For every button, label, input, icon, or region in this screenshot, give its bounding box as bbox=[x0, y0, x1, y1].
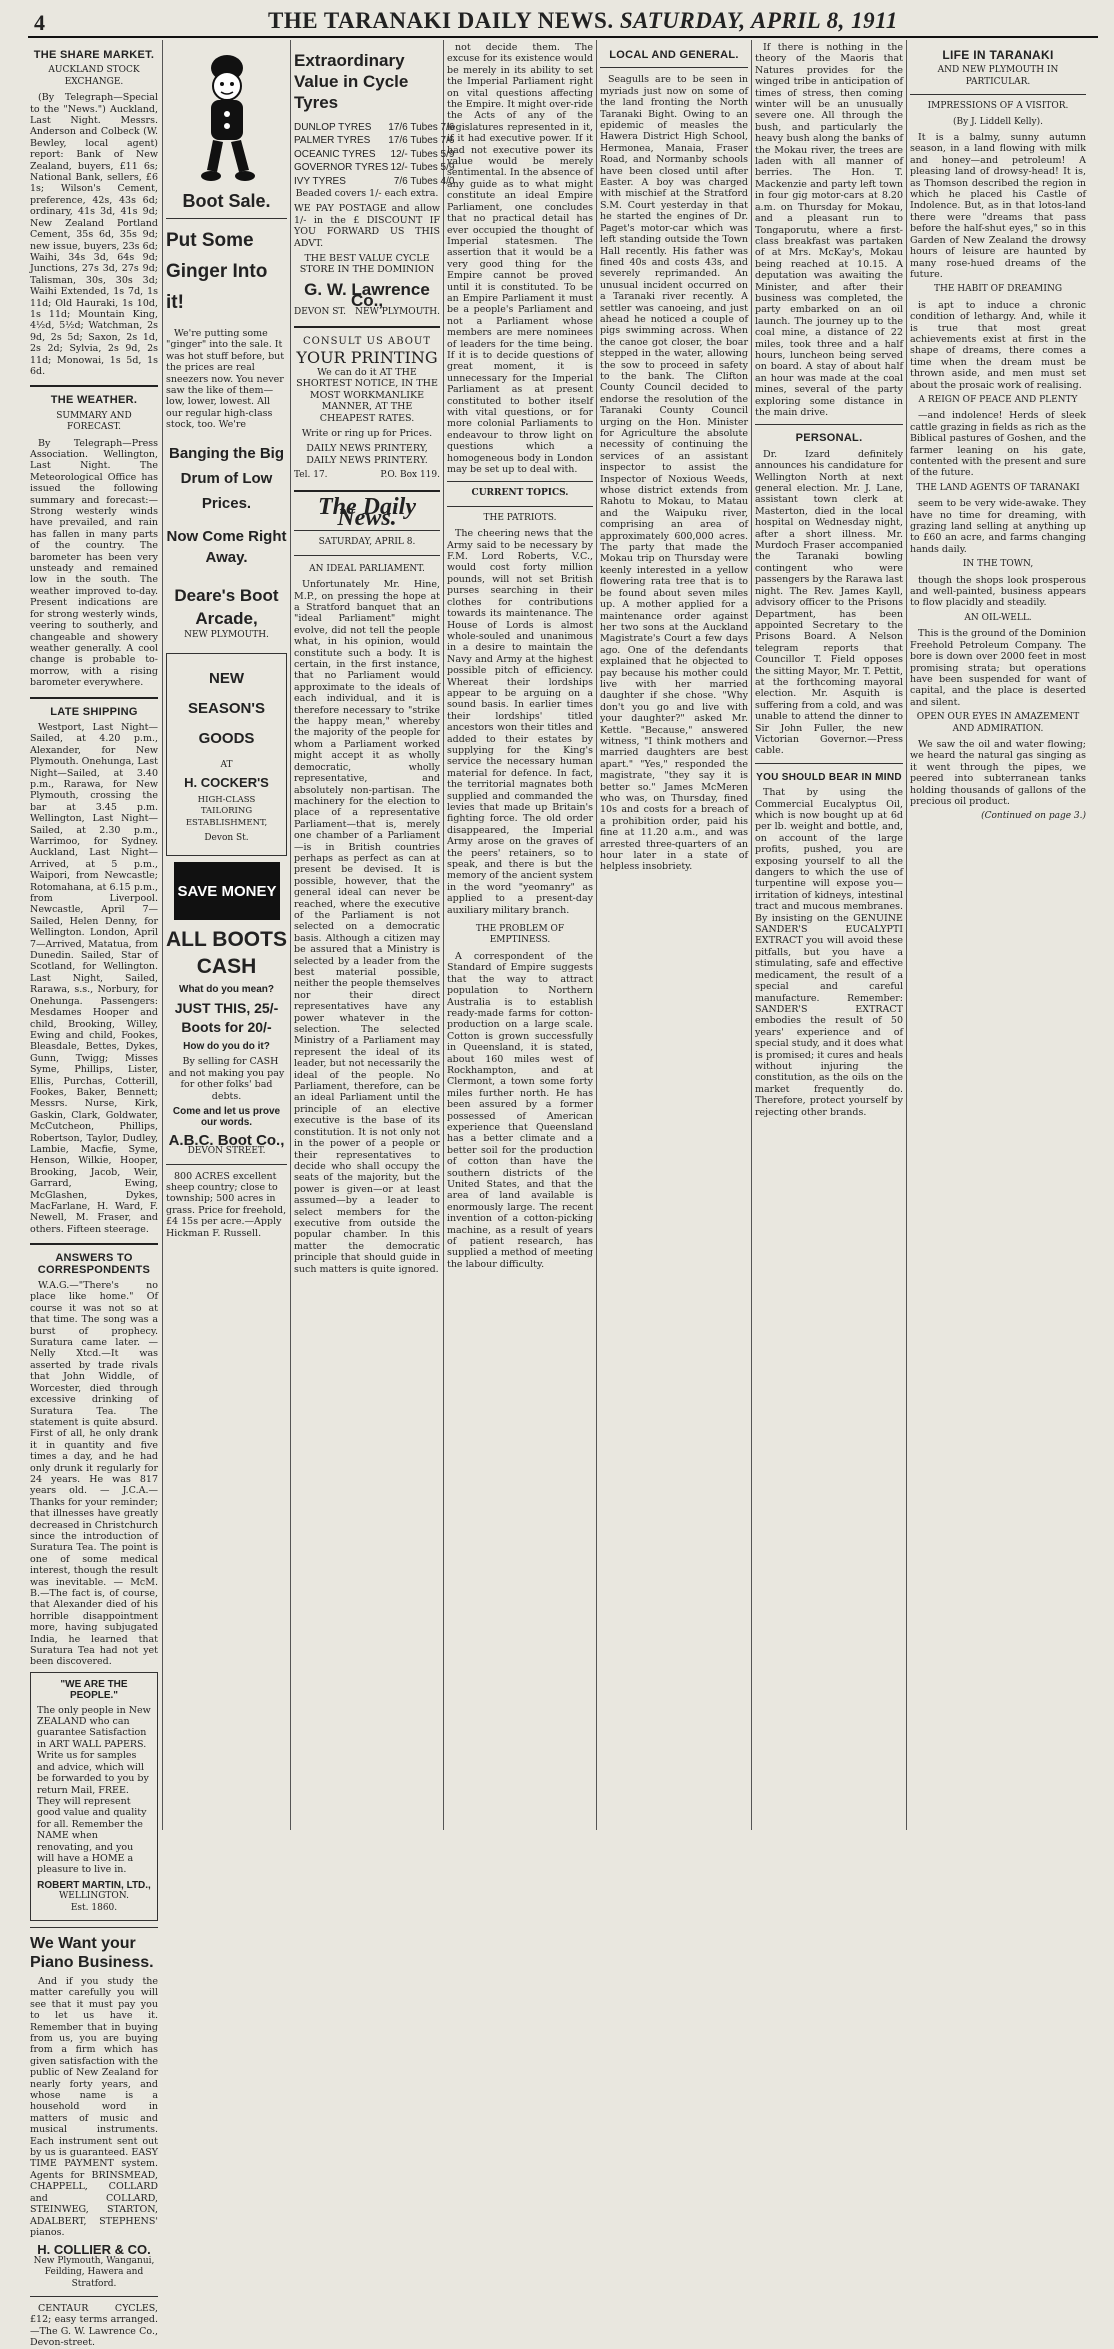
your-printing: YOUR PRINTING bbox=[296, 347, 438, 367]
byline: (By J. Liddell Kelly). bbox=[952, 116, 1044, 127]
local-general-text: Seagulls are to be seen in myriads just now on some of the land fronting the North Taranaki Bight. Owing to an epidemic of measles the Hawera District High School, Hermonea, Manaia, Fraser Road, and Normanby schools have been closed until after Easter. A boy was charged with mischief at the Stratford S.M. Court yesterday in that he started the engines of Dr. Paget's motor-car which was left standing outside the Town Hall recently. His father was fined 40s and costs 43s, and severely reprimanded. An unusual incident occurred on a Taranaki river recently. A settler was canoeing, and just ahead he noticed a couple of pigs swimming across. When the canoe got closer, the boar stepped in the water, allowing the sow to proceed in safety to the bank. The Clifton County Council decided to endorse the resolution of the Taranaki County Council urging on the Hon. Minister for Agriculture the absolute necessity of continuing the services of an assistant inspector to assist the Inspector of Noxious Weeds, whose district extends from Rahotu to Mokau, to Matau and the Waipuku river, comprising an area of approximately 600,000 acres. The party that made the Mokau trip on Thursday were keenly interested in a yellow flowering rata tree that is to be found about seven miles up. A mother applied for a maintenance order against her two sons at the Auckland Magistrate's Court a few days ago. One of the defendants explained that he objected to pay because his mother could live with her married daughter if she chose. "Why don't you go and live with your daughter?" asked Mr. Kettle. "Because," answered witness, "I think mothers and married daughters are best apart." "Yes," responded the magistrate, "they say it is better so." James McMeren who was, on Thursday, fined 10s and costs for a breach of a prohibition order, paid his fine at 11.20 a.m., and was arrested three-quarters of an hour later in a state of helpless insobriety. bbox=[600, 74, 748, 873]
weather-subheading: SUMMARY AND FORECAST. bbox=[56, 410, 132, 433]
column-5 bbox=[600, 42, 748, 1830]
robert-martin-firm: ROBERT MARTIN, LTD., bbox=[37, 1879, 151, 1891]
tyre-name: GOVERNOR TYRES bbox=[294, 162, 389, 174]
tyres-postage: WE PAY POSTAGE and allow 1/- in the £ DISCOUNT IF YOU FORWARD US THIS ADVT. bbox=[294, 203, 440, 249]
piano-text: And if you study the matter carefully you will see that it must pay you to let us have it. Remember that in buying from us, you are buying from a firm which has given satisfaction with the public of New Zealand for nearly forty years, and whose name is a household word in matters of music and musical instruments. Each instrument sent out by us is guaranteed. EASY TIME PAYMENT system. Agents for BRINSMEAD, CHAPPELL, COLLARD and COLLARD, STEINWEG, STARTON, ADALBERT, STEPHENS' pianos. bbox=[30, 1975, 158, 2238]
masthead-paper-name: THE TARANAKI DAILY NEWS. bbox=[268, 8, 614, 33]
divider bbox=[447, 506, 593, 507]
masthead-rule bbox=[28, 36, 1098, 38]
put-ginger-heading: Put Some Ginger Into it! bbox=[166, 230, 268, 313]
cocker-name: H. COCKER'S bbox=[184, 775, 269, 791]
save-money-stamp bbox=[172, 860, 282, 922]
cocker-street: Devon St. bbox=[204, 833, 249, 844]
divider bbox=[755, 424, 903, 425]
lawrence-street: DEVON ST. bbox=[294, 306, 346, 317]
column-divider bbox=[751, 40, 752, 1830]
acres-notice: 800 ACRES excellent sheep country; close to township; 500 acres in grass. Price for freehold, £4 15s per acre.—Apply Hickman F. Russell. bbox=[166, 1170, 287, 1239]
boy-mascot-illustration bbox=[187, 46, 267, 186]
share-market-heading: THE SHARE MARKET. bbox=[33, 49, 155, 61]
column-divider bbox=[290, 40, 291, 1830]
editorial-date: SATURDAY, APRIL 8. bbox=[318, 537, 416, 548]
divider bbox=[600, 67, 748, 68]
weather-text: By Telegraph—Press Association. Wellington, Last Night. The Meteorological Office has issued the following summary and forecast:—Strong westerly winds have prevailed, and rain has fallen in many parts of the country. The barometer has been very unsteady and remained low in the south. The weather improved to-day. Present indications are for strong westerly winds, veering to southerly, and changeable and showery weather generally. A cool change is probable to-morrow, with a rising barometer everywhere. bbox=[30, 437, 158, 689]
column-2 bbox=[166, 42, 287, 1830]
amazement-text: We saw the oil and water flowing; we heard the natural gas singing as it went through the pipes, we peered into subterranean tanks holding thousands of gallons of the precious oil product. bbox=[910, 738, 1086, 807]
ideal-parliament-text: Unfortunately Mr. Hine, M.P., on pressing the hope at a Stratford banquet that an "ideal Parliament" might evolve, did not tell the people what, in his opinion, would constitute such a body. It is certain, in the first instance, that no Parliament would approximate to the ideals of each individual, and it is therefore necessary to "strike the happy mean," whereby the majority of the people for whom a Parliament worked might accept it as wholly democratic, wholly representative, and absolutely non-partisan. The machinery for the election to place of a representative Parliament—that is, merely one chamber of a Parliament—is in British countries perhaps as perfect as can at present be devised. It is possible, however, that the general ideal can never be reached, where the executive of the Parliament is not selected on a democratic basis. Although a citizen may be assured that a Ministry is selected by a leader from the best material possible, neither the people themselves nor their direct representatives have any power whatever in the selection. The selected Ministry of a Parliament may represent the ideal of its leader, but not necessarily the ideal of the people. No Parliament, therefore, can be an ideal Parliament until the principle of an elective executive is the base of its constitution. It is not only not in the power of a people or their representatives to decide who shall occupy the seats of the majority, but the power is given—or at least assumed—by a leader to select members for the executive from outside the popular chamber. In this matter the democratic principle that should guide in such matters is quite ignored. bbox=[294, 579, 440, 1275]
life-text: It is a balmy, sunny autumn season, in a land flowing with milk and honey—and petroleum! A pleasing land of drowsy-head! It is, as Thomson described the region in which he placed his Castle of Indolence. But, as in that lotos-land there were "dreams that pass before the half-shut eyes," so in this Garden of New Zealand the drowsy hours of leisure are haunted by many rose-hued dreams of the future. bbox=[910, 132, 1086, 280]
divider bbox=[30, 697, 158, 699]
lawrence-address bbox=[294, 307, 440, 318]
personal-heading: PERSONAL. bbox=[795, 432, 863, 445]
ginger-text: We're putting some "ginger" into the sale. It was hot stuff before, but the prices are real sneezers now. You never saw the like of them—low, lower, lowest. All our regular high-class stock, too. We're bbox=[166, 328, 285, 431]
tyres-note: Beaded covers 1/- each extra. bbox=[295, 188, 439, 200]
divider bbox=[294, 490, 440, 492]
how-question: How do you do it? bbox=[183, 1040, 270, 1052]
editorial-masthead: The Daily News. bbox=[318, 493, 416, 531]
lawrence-name: G. W. Lawrence Co., bbox=[304, 279, 430, 311]
column-divider bbox=[596, 40, 597, 1830]
tyre-row bbox=[294, 148, 454, 161]
tyre-price: 7/6 Tubes 4/0 bbox=[393, 175, 455, 187]
tyres-store: THE BEST VALUE CYCLE STORE IN THE DOMINION bbox=[299, 253, 435, 276]
patriots-heading: THE PATRIOTS. bbox=[483, 512, 557, 523]
column-3 bbox=[294, 42, 455, 1830]
reign-text: —and indolence! Herds of sleek cattle grazing in fields as rich as the Biblical pastures of Goshen, and the farmer leaning on his gate, contented with the present and sure of the future. bbox=[910, 410, 1086, 479]
tyre-price: 17/6 Tubes 7/6 bbox=[388, 135, 455, 147]
in-town-text: though the shops look prosperous and well-painted, business appears to flow placidly and steadily. bbox=[910, 574, 1086, 609]
deare-town: NEW PLYMOUTH. bbox=[184, 629, 269, 640]
robert-martin-est: Est. 1860. bbox=[70, 1902, 118, 1913]
prove-words: Come and let us prove our words. bbox=[172, 1105, 281, 1129]
divider bbox=[294, 326, 440, 328]
personal-text: Dr. Izard definitely announces his candidature for Wellington North at next general election. Mr. J. Lane, assistant town clerk at Masterton, died in the local hospital on Wednesday night, after a short illness. Mr. Murdoch Fraser accompanied the Taranaki bowling contingent who were passengers by the Rarawa last night. The Rev. James Kayll, advisory officer to the Prisons Department, has been appointed Secretary to the Prisons Board. A Nelson telegram reports that Councillor T. Field opposes the sitting Mayor, Mr. T. Pettit, at the forthcoming mayoral election. Mr. Asquith is suffering from a cold, and was unable to attend the dinner to Sir John Fuller, the new Victorian Governor.—Press cable. bbox=[755, 448, 903, 757]
divider bbox=[166, 1164, 287, 1165]
emptiness-heading: THE PROBLEM OF EMPTINESS. bbox=[475, 924, 565, 946]
current-topics-heading: CURRENT TOPICS. bbox=[471, 488, 569, 499]
save-money-text: SAVE MONEY bbox=[177, 882, 276, 900]
column-6 bbox=[755, 42, 903, 1830]
tyre-row bbox=[294, 161, 454, 174]
local-general-heading: LOCAL AND GENERAL. bbox=[609, 49, 739, 61]
page-number: 4 bbox=[34, 10, 45, 35]
people-heading: "WE ARE THE PEOPLE." bbox=[60, 1678, 128, 1702]
printery-tel: Tel. 17. bbox=[294, 470, 328, 481]
ideal-parliament-heading: AN IDEAL PARLIAMENT. bbox=[309, 563, 425, 574]
oil-well-text: This is the ground of the Dominion Freehold Petroleum Company. The bore is down over 2000 feet in most promising strata; but operations have been suspended for want of capital, and the place is deserted and silent. bbox=[910, 628, 1086, 708]
bear-in-mind-heading: YOU SHOULD BEAR IN MIND bbox=[756, 771, 902, 783]
divider bbox=[447, 481, 593, 482]
divider bbox=[30, 385, 158, 387]
abc-boot-co: A.B.C. Boot Co., bbox=[168, 1131, 285, 1149]
consult-us: CONSULT US ABOUT bbox=[302, 336, 432, 348]
tyre-name: DUNLOP TYRES bbox=[294, 122, 372, 133]
dreaming-heading: THE HABIT OF DREAMING bbox=[933, 284, 1063, 295]
collier-firm: H. COLLIER & CO. bbox=[37, 2242, 151, 2258]
boots-offer: JUST THIS, 25/- Boots for 20/- bbox=[174, 999, 279, 1035]
divider bbox=[30, 1927, 158, 1928]
tyre-row bbox=[294, 175, 454, 188]
masthead-date: SATURDAY, APRIL 8, 1911 bbox=[619, 8, 898, 33]
banging-drum-heading: Banging the Big Drum of Low Prices. bbox=[169, 444, 284, 512]
wallpaper-advert bbox=[30, 1672, 158, 1921]
piano-heading: We Want your Piano Business. bbox=[30, 1934, 154, 1971]
column-7 bbox=[910, 42, 1086, 1830]
abc-street: DEVON STREET. bbox=[187, 1146, 266, 1157]
column-divider bbox=[443, 40, 444, 1830]
reign-heading: A REIGN OF PEACE AND PLENTY bbox=[918, 394, 1078, 405]
centaur-cycles-notice: CENTAUR CYCLES, £12; easy terms arranged.—The G. W. Lawrence Co., Devon-street. bbox=[30, 2302, 158, 2349]
new-season-heading: NEW SEASON'S GOODS bbox=[188, 670, 265, 748]
tyre-name: PALMER TYRES bbox=[294, 135, 371, 147]
cocker-tagline: HIGH-CLASS TAILORING ESTABLISHMENT, bbox=[185, 794, 268, 828]
masthead-title bbox=[268, 8, 898, 34]
patriots-text: The cheering news that the Army said to be necessary by F.M. Lord Roberts, V.C., would cost forty million pounds, will not set British purses searching in their clothes for contributions towards its maintenance. The House of Lords is almost whole-souled and unanimous in a desire to maintain the Navy and Army at the highest possible pitch of efficiency. Whereat their lordships appear to be arguing on a sound basis. In earlier times their lordships' titled ancestors won their titles and added to their estates by supplying for the King's service the necessary human material for defence. In fact, the territorial magnates both supplied and commanded the levies that made up Britain's fighting force. The old order disappeared, the Imperial Army arose on the graves of the peers' retainers, so to speak, and there is but the memory of the ancient system in the word "yeomanry" as applied to a present-day auxiliary military branch. bbox=[447, 528, 593, 916]
boot-sale-heading: Boot Sale. bbox=[182, 191, 271, 211]
printing-text: We can do it AT THE SHORTEST NOTICE, IN THE MOST WORKMANLIKE MANNER, AT THE CHEAPEST RATES. bbox=[296, 366, 438, 424]
deare-boot-arcade: Deare's Boot Arcade, bbox=[174, 585, 279, 628]
life-taranaki-subheading: AND NEW PLYMOUTH IN PARTICULAR. bbox=[937, 65, 1059, 87]
tyre-name: OCEANIC TYRES bbox=[294, 148, 376, 160]
amazement-heading: OPEN OUR EYES IN AMAZEMENT AND ADMIRATION. bbox=[916, 712, 1080, 734]
divider bbox=[30, 2296, 158, 2297]
tyre-name: IVY TYRES bbox=[294, 175, 346, 187]
tyre-row bbox=[294, 121, 454, 134]
what-mean: What do you mean? bbox=[179, 983, 274, 995]
robert-martin-town: WELLINGTON. bbox=[59, 1891, 129, 1902]
share-market-subheading: AUCKLAND STOCK EXCHANGE. bbox=[48, 65, 140, 87]
column-divider bbox=[906, 40, 907, 1830]
divider bbox=[294, 555, 440, 556]
divider bbox=[910, 94, 1086, 95]
all-boots-cash: ALL BOOTS CASH bbox=[166, 927, 287, 978]
tyre-price: 17/6 Tubes 7/6 bbox=[388, 122, 455, 133]
tyres-heading: Extraordinary Value in Cycle Tyres bbox=[294, 51, 409, 112]
printery-contact bbox=[294, 470, 440, 481]
dreaming-text: is apt to induce a chronic condition of lethargy. And, while it is true that most great achievements exist at first in the shape of dreams, there comes a time when the dream must be thrown aside, and men must set about the prosaic work of realising. bbox=[910, 299, 1086, 391]
cash-text: By selling for CASH and not making you pay for other folks' bad debts. bbox=[168, 1056, 285, 1102]
answers-text: W.A.G.—"There's no place like home." Of course it was not so at that time. The song was a burst of prophecy. Suratura came later. — Nelly Xtcd.—It was asserted by trade rivals that John Widdle, of Worcester, died through excessive drinking of Suratura Tea. The statement is quite absurd. First of all, he only drank it in quantity and five times a day, and he had only drunk it regularly for 24 years. He was 817 years old. — J.C.A.—Thanks for your reminder; that illnesses have greatly decreased in Christchurch since the introduction of Suratura Tea. The point is one of some medical interest, though the result was inevitable. — McM. B.—The fact is, of course, that Alexander died of his horrible disappointment more, having subjugated India, he learned that Suratura Tea had not yet been discovered. bbox=[30, 1280, 158, 1668]
emptiness-text: A correspondent of the Standard of Empire suggests that the way to attract population to Northern Australia is to establish ready-made farms for cotton-production on a large scale. Cotton is grown successfully in Queensland, it is stated, about 160 miles west of Rockhampton, and at Clermont, a town some forty miles further north. He has been assured by a former possessed of American experience that Queensland has a better climate and a better soil for the production of cotton than have the southern districts of the United States, and that the area of land available is enormously large. The recent invention of a cotton-picking machine, as a result of years of patient research, has supplied a method of meeting the labour difficulty. bbox=[447, 950, 593, 1270]
printery-name: DAILY NEWS PRINTERY, DAILY NEWS PRINTERY. bbox=[306, 443, 428, 466]
land-agents-heading: THE LAND AGENTS OF TARANAKI bbox=[916, 482, 1080, 493]
continued-note: (Continued on page 3.) bbox=[981, 811, 1086, 822]
masthead bbox=[28, 8, 1098, 34]
impressions-heading: IMPRESSIONS OF A VISITOR. bbox=[927, 101, 1069, 112]
tyres-price-list bbox=[294, 121, 454, 188]
shipping-text: Westport, Last Night—Sailed, at 4.20 p.m., Alexander, for New Plymouth. Onehunga, Last Night—Sailed, at 3.40 p.m., Rarawa, for New Plymouth, crossing the bar at 3.45 p.m. Wellington, Last Night—Sailed, at 2.30 p.m., Warrimoo, for Sydney. Auckland, Last Night—Arrived, at 5 p.m., Waipori, from Newcastle; Rotomahana, at 6.15 p.m., from Liverpool. Newcastle, April 7—Sailed, Helen Denny, for Wellington. London, April 7—Arrived, Matatua, from Dunedin. Sailed, Star of Scotland, for Wellington. Last Night, Sailed, Rarawa, s.s., Norbury, for Onehunga. Passengers: Mesdames Hooper and child, Brooking, Willey, Ewing and child, Fookes, Bleasdale, Bettes, Dykes, Gunn, Twigg; Misses Syme, Phillips, Lister, Ellis, Purchas, Cotterill, Fookes, Baker, Bennett; Messrs. Nurse, Kirk, Gaskin, Clark, Goldwater, McCutcheon, Phillips, Robertson, Taylor, Dudley, Lambie, Macfie, Syme, Henson, Wilkie, Hooper, Brooking, Jacob, Weir, Garrard, Ewing, McGlashen, Dykes, MacFarlane, H. Ward, F. Newell, M. Fraser, and others. Fifteen steerage. bbox=[30, 721, 158, 1235]
land-agents-text: seem to be very wide-awake. They have no time for dreaming, with grazing land selling at anything up to £60 an acre, and farms changing hands daily. bbox=[910, 498, 1086, 555]
divider bbox=[755, 763, 903, 764]
printery-box: P.O. Box 119. bbox=[380, 470, 440, 481]
editorial-continued-text: not decide them. The excuse for its existence would be merely in its ability to set the Imperial Parliament right on vital questions affecting the Empire. It might over-ride the Acts of any of the legislatures represented in it, if it had executive power. If it had not executive power its value would be merely sentimental. In the absence of any guide as to what might constitute an ideal Empire Parliament, one concludes that no practical detail has ever occupied the thought of Imperial statesmen. The assertion that it would be a very good thing for the Empire cannot be proved until it is constituted. To be an Empire Parliament it must be a people's Parliament and not a Parliament whose members are mere nominees of leaders for the time being. If it is to decide questions of great moment, it is unnecessary for the Imperial Parliament as at present constituted to bother itself with vital questions, or for more colonial Parliaments to endeavour to throw light on questions which a homogeneous body in London may be set up to deal with. bbox=[447, 42, 593, 476]
column-4 bbox=[447, 42, 593, 1830]
divider bbox=[166, 218, 287, 219]
weather-heading: THE WEATHER. bbox=[50, 394, 138, 407]
collier-towns: New Plymouth, Wanganui, Feilding, Hawera and Stratford. bbox=[33, 2255, 155, 2289]
divider bbox=[30, 1243, 158, 1245]
bear-in-mind-text: That by using the Commercial Eucalyptus Oil, which is now bought up at 6d per lb. weight and bottle, and, on account of the large profits, pushed, you are exposing yourself to all the dangers to which the use of turpentine will expose you—irritation of kidneys, intestinal tract and mucous membranes. By insisting on the GENUINE SANDER'S EUCALYPTI EXTRACT you will avoid these pitfalls, but you have a stimulating, safe and effective medicament, the result of a special and careful manufacture. Remember: SANDER'S EXTRACT embodies the result of 50 years' experience and of special study, and it does what is promised; it cures and heals without injuring the constitution, as the oils on the market frequently do. Therefore, protect yourself by rejecting other brands. bbox=[755, 787, 903, 1118]
shipping-heading: LATE SHIPPING bbox=[50, 705, 138, 718]
local-general-continued: If there is nothing in the theory of the Maoris that Natures provides for the winged tribe in anticipation of times of stress, then coming winter will be an unusually severe one. All through the bush, and particularly the heavy bush along the banks of the Mokau river, the trees are laden with all manner of berries. The Hon. T. Mackenzie and party left town in four gig motor-cars at 8.20 a.m. on Thursday for Mokau, and a pleasant run to Tongaporutu, where a first-class breakfast was partaken of at Mrs. McKay's, Mokau being reached at 10.15. A deputation was awaiting the Minister, and after their business was completed, the party embarked on an oil launch. The journey up to the coal mine, a distance of 22 miles, took three and a half hours, luncheon being served on board. A stay of about half an hour was made at the coal mines, several of the party exploring some distance in the main drive. bbox=[755, 42, 903, 418]
oil-well-heading: AN OIL-WELL. bbox=[964, 612, 1032, 623]
in-town-heading: IN THE TOWN, bbox=[962, 559, 1034, 570]
tyre-price: 12/- Tubes 5/9 bbox=[390, 148, 455, 160]
tyre-row bbox=[294, 134, 454, 147]
lawrence-town: NEW PLYMOUTH. bbox=[355, 306, 440, 317]
column-1 bbox=[30, 42, 158, 2349]
tyre-price: 12/- Tubes 5/9 bbox=[390, 162, 455, 174]
column-divider bbox=[162, 40, 163, 1830]
answers-heading: ANSWERS TO CORRESPONDENTS bbox=[37, 1252, 151, 1276]
printing-prices: Write or ring up for Prices. bbox=[301, 427, 433, 439]
at-label: AT bbox=[220, 760, 233, 771]
come-right-away: Now Come Right Away. bbox=[166, 527, 287, 566]
life-taranaki-heading: LIFE IN TARANAKI bbox=[942, 48, 1054, 62]
cocker-advert bbox=[166, 653, 287, 855]
people-text: The only people in New ZEALAND who can guarantee Satisfaction in ART WALL PAPERS. Write us for samples and advice, which will be forwarded to you by return Mail, FREE. They will represent good value and quality for all. Remember the NAME when renovating, and you will have a HOME a pleasure to live in. bbox=[37, 1704, 151, 1876]
share-market-text: (By Telegraph—Special to the "News.") Auckland, Last Night. Messrs. Anderson and Colbeck (W. Bewley, local agent) report: Bank of New Zealand, buyers, £11 6s; National Bank, sellers, £6 1s; Wilson's Cement, preference, 42s, 43s 6d; ordinary, 41s 3d, 41s 9d; New Zealand Portland Cement, 35s 6d, 35s 9d; new issue, buyers, 23s 6d; Waihi, 34s 3d, 64s 9d; Junctions, 27s 3d, 27s 9d; Talisman, 30s, 30s 3d; Waihi Extended, 1s 7d, 1s 11d; Old Hauraki, 1s 10d, 1s 11d; Mountain King, 4½d, 5½d; Watchman, 2s 9d, 2s 5d; Saxon, 2s 1d, 2s 2d; Sylvia, 2s 9d, 2s 11d; Monowai, 1s 5d, 1s 6d. bbox=[30, 92, 158, 377]
